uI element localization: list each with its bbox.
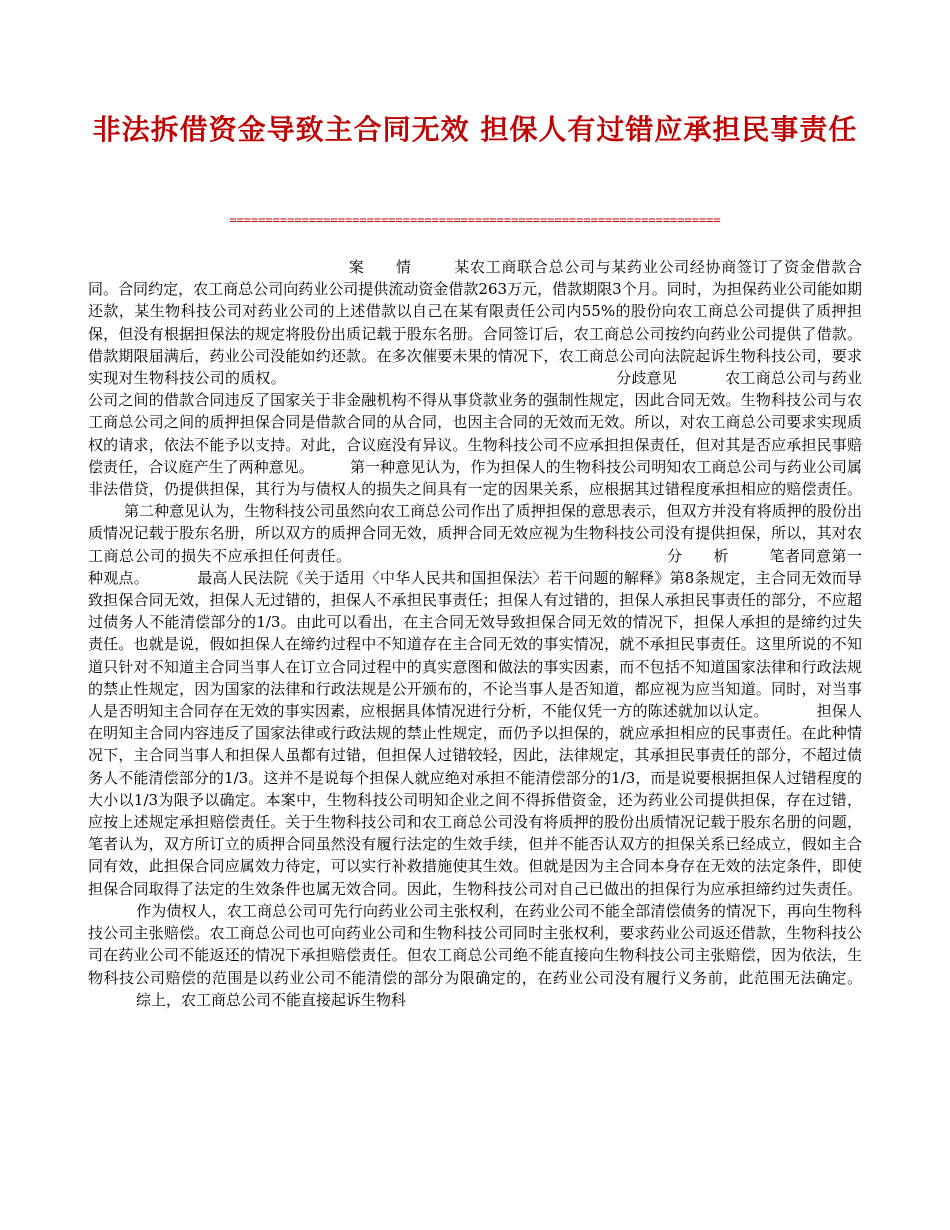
body-segment: 第二种意见认为，生物科技公司虽然向农工商总公司作出了质押担保的意思表示，但双方并没有将质押的股份出质情况记载于股东名册，所以双方的质押合同无效，质押合同无效应视为生物科技公司没有提供担保，所以，其对农工商总公司的损失不应承担任何责任。 (88, 502, 862, 565)
body-segment: 担保人在明知主合同内容违反了国家法律或行政法规的禁止性规定，而仍予以担保的，就应承担相应的民事责任。在此种情况下，主合同当事人和担保人虽都有过错，但担保人过错较轻，因此，法律规定，其承担民事责任的部分，不超过债务人不能清偿部分的1/3。这并不是说每个担保人就应绝对承担不能清偿部分的1/3，而是说要根据担保人过错程度的大小以1/3为限予以确定。本案中，生物科技公司明知企业之间不得拆借资金，还为药业公司提供担保，存在过错，应按上述规定承担赔偿责任。关于生物科技公司和农工商总公司没有将质押的股份出质情况记载于股东名册的问题，笔者认为，双方所订立的质押合同虽然没有履行法定的生效手续，但并不能否认双方的担保关系已经成立，假如主合同有效，此担保合同应属效力待定，可以实行补救措施使其生效。但就是因为主合同本身存在无效的法定条件，即使担保合同取得了法定的生效条件也属无效合同。因此，生物科技公司对自己已做出的担保行为应承担缔约过失责任。 (88, 702, 862, 898)
body-segment: 农工商总公司与药业公司之间的借款合同违反了国家关于非金融机构不得从事贷款业务的强制性规定，因此合同无效。生物科技公司与农工商总公司之间的质押担保合同是借款合同的从合同，也因主合同的无效而无效。所以，对农工商总公司要求实现质权的请求，依法不能予以支持。对此，合议庭没有异议。生物科技公司不应承担担保责任，但对其是否应承担民事赔偿责任，合议庭产生了两种意见。 (88, 369, 862, 476)
document-title: 非法拆借资金导致主合同无效 担保人有过错应承担民事责任 (92, 113, 858, 146)
article-body (88, 256, 862, 1011)
body-segment: 作为债权人，农工商总公司可先行向药业公司主张权利，在药业公司不能全部清偿债务的情况下，再向生物科技公司主张赔偿。农工商总公司也可向药业公司和生物科技公司同时主张权利，要求药业公司返还借款，生物科技公司在药业公司不能返还的情况下承担赔偿责任。但农工商总公司绝不能直接向生物科技公司主张赔偿，因为依法，生物科技公司赔偿的范围是以药业公司不能清偿的部分为限确定的，在药业公司没有履行义务前，此范围无法确定。 (88, 901, 862, 987)
body-segment: 笔者同意第一种观点。 (88, 546, 862, 587)
body-segment: 某农工商联合总公司与某药业公司经协商签订了资金借款合同。合同约定，农工商总公司向药业公司提供流动资金借款263万元，借款期限3个月。同时，为担保药业公司能如期还款，某生物科技公司对药业公司的上述借款以自己在某有限责任公司内55%的股份向农工商总公司提供了质押担保，但没有根据担保法的规定将股份出质记载于股东名册。合同签订后，农工商总公司按约向药业公司提供了借款。借款期限届满后，药业公司没能如约还款。在多次催要未果的情况下，农工商总公司向法院起诉生物科技公司，要求实现对生物科技公司的质权。 (88, 258, 862, 388)
body-segment: 综上，农工商总公司不能直接起诉生物科 (136, 990, 407, 1009)
body-segment: 分 析 (666, 546, 729, 565)
body-segment: 分歧意见 (615, 369, 677, 388)
body-segment: 第一种意见认为，作为担保人的生物科技公司明知农工商总公司与药业公司属非法借贷，仍提供担保，其行为与债权人的损失之间具有一定的因果关系，应根据其过错程度承担相应的赔偿责任。 (88, 457, 862, 499)
title-divider: ==================================================================== (229, 213, 721, 227)
body-segment: 最高人民法院《关于适用〈中华人民共和国担保法〉若干问题的解释》第8条规定，主合同无效而导致担保合同无效，担保人无过错的，担保人不承担民事责任；担保人有过错的，担保人承担民事责任的部分，不应超过债务人不能清偿部分的1/3。由此可以看出，在主合同无效导致担保合同无效的情况下，担保人承担的是缔约过失责任。也就是说，假如担保人在缔约过程中不知道存在主合同无效的事实情况，就不承担民事责任。这里所说的不知道只针对不知道主合同当事人在订立合同过程中的真实意图和做法的事实因素，而不包括不知道国家法律和行政法规的禁止性规定，因为国家的法律和行政法规是公开颁布的，不论当事人是否知道，都应视为应当知道。同时，对当事人是否明知主合同存在无效的事实因素，应根据具体情况进行分析，不能仅凭一方的陈述就加以认定。 (88, 568, 862, 721)
body-segment: 案 情 (348, 258, 412, 276)
